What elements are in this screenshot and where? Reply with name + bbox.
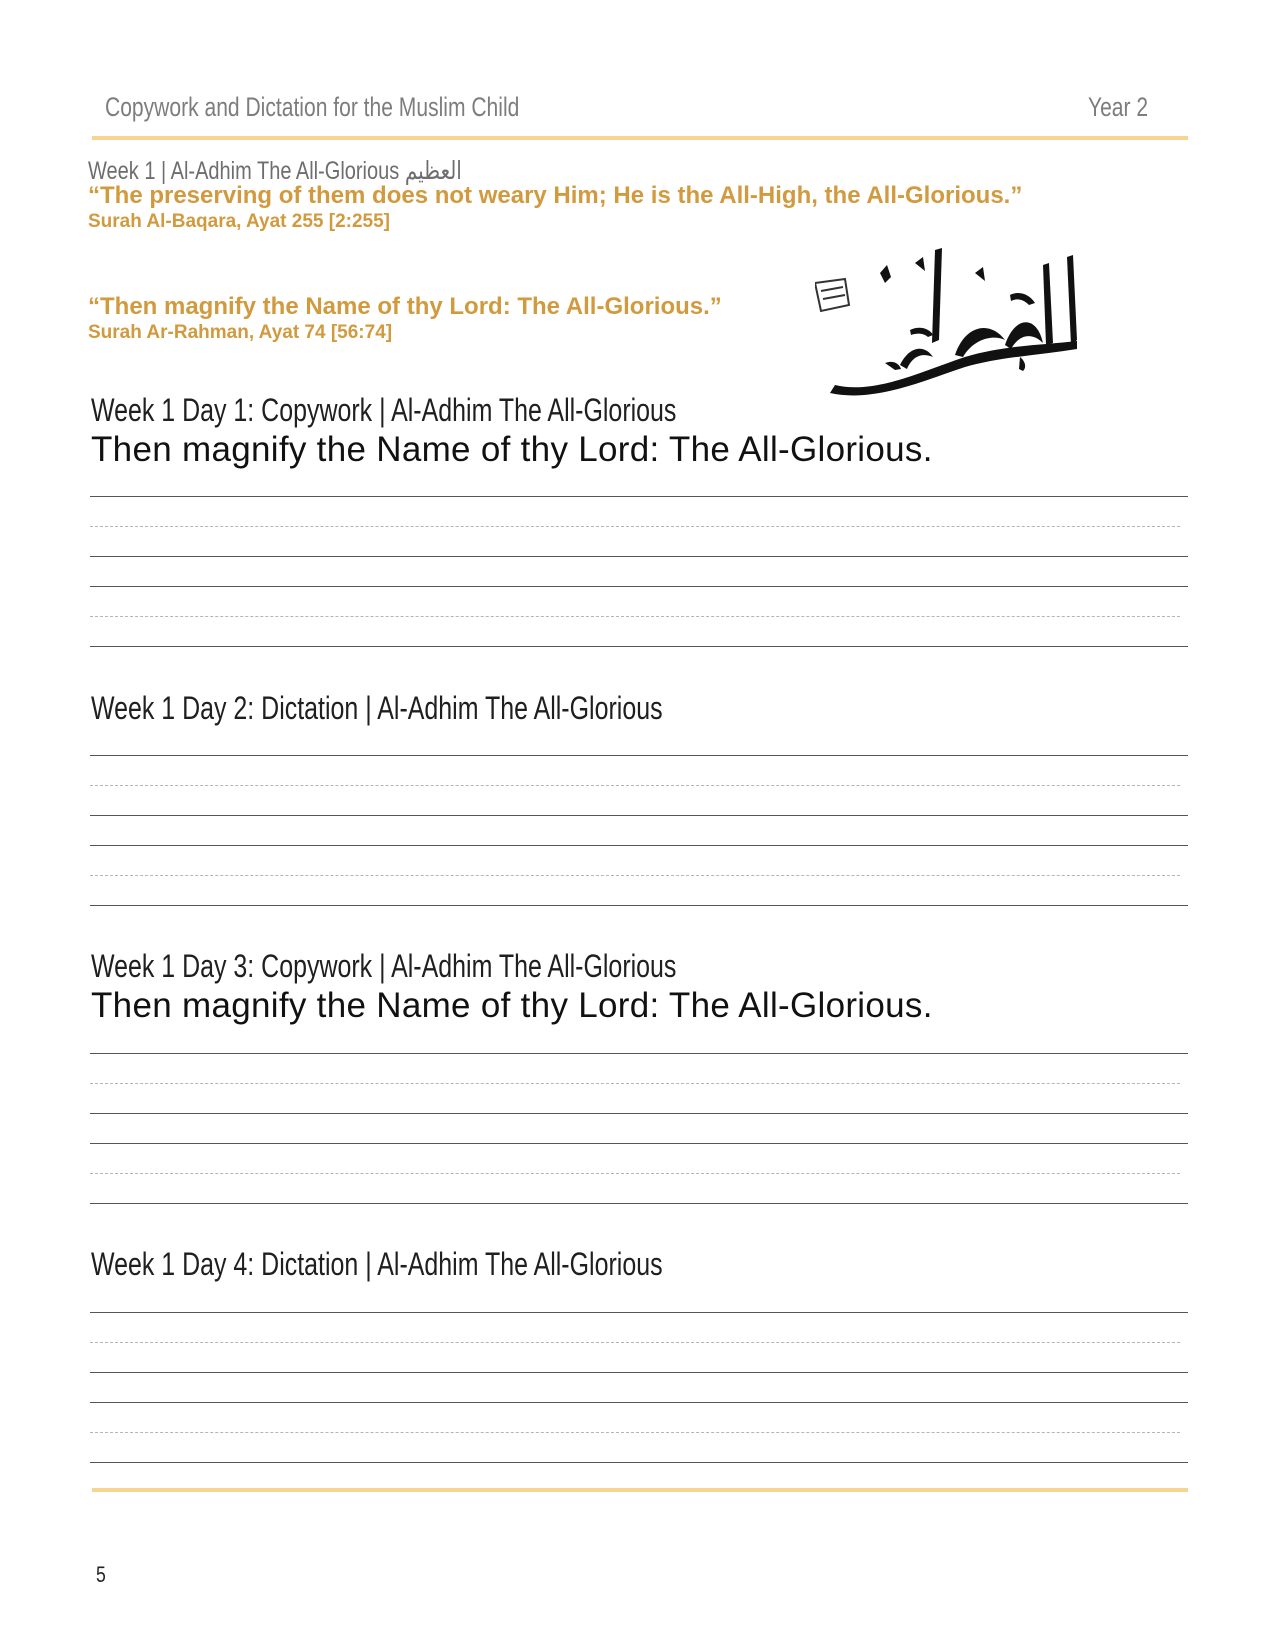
al-adhim-calligraphy-image — [815, 245, 1125, 410]
writing-line[interactable] — [90, 815, 1188, 816]
quote-1-text: “The preserving of them does not weary Him; He is the All-High, the All-Glorious.” — [88, 182, 1023, 209]
writing-line[interactable] — [90, 646, 1188, 647]
writing-guide-line — [90, 785, 1180, 786]
quote-1-reference: Surah Al-Baqara, Ayat 255 [2:255] — [88, 211, 391, 232]
writing-line[interactable] — [90, 905, 1188, 906]
header-year: Year 2 — [1087, 92, 1148, 122]
writing-line[interactable] — [90, 845, 1188, 846]
section-1-title: Week 1 Day 1: Copywork | Al-Adhim The All-Glorious — [91, 392, 677, 428]
writing-line[interactable] — [90, 1402, 1188, 1403]
quote-2-text: “Then magnify the Name of thy Lord: The All-Glorious.” — [88, 293, 722, 320]
week-title: Week 1 | Al-Adhim The All-Glorious العظيم — [88, 157, 462, 185]
writing-line[interactable] — [90, 1143, 1188, 1144]
section-1-copy-text: Then magnify the Name of thy Lord: The All-Glorious. — [91, 430, 933, 469]
section-3-title: Week 1 Day 3: Copywork | Al-Adhim The All-Glorious — [91, 948, 677, 984]
writing-line[interactable] — [90, 755, 1188, 756]
section-4-title: Week 1 Day 4: Dictation | Al-Adhim The All-Glorious — [91, 1246, 663, 1282]
writing-line[interactable] — [90, 1462, 1188, 1463]
section-3-copy-text: Then magnify the Name of thy Lord: The All-Glorious. — [91, 986, 933, 1025]
writing-guide-line — [90, 1083, 1180, 1084]
footer-rule — [92, 1488, 1188, 1492]
writing-guide-line — [90, 526, 1180, 527]
writing-line[interactable] — [90, 1372, 1188, 1373]
writing-line[interactable] — [90, 1203, 1188, 1204]
writing-line[interactable] — [90, 556, 1188, 557]
writing-guide-line — [90, 1173, 1180, 1174]
header-title: Copywork and Dictation for the Muslim Child — [105, 92, 520, 122]
writing-line[interactable] — [90, 496, 1188, 497]
page-number: 5 — [96, 1562, 106, 1587]
writing-guide-line — [90, 1432, 1180, 1433]
writing-guide-line — [90, 616, 1180, 617]
section-2-title: Week 1 Day 2: Dictation | Al-Adhim The All-Glorious — [91, 690, 663, 726]
writing-guide-line — [90, 1342, 1180, 1343]
writing-line[interactable] — [90, 1312, 1188, 1313]
writing-line[interactable] — [90, 586, 1188, 587]
writing-line[interactable] — [90, 1113, 1188, 1114]
writing-guide-line — [90, 875, 1180, 876]
writing-line[interactable] — [90, 1053, 1188, 1054]
calligraphy-svg — [815, 245, 1125, 410]
quote-2-reference: Surah Ar-Rahman, Ayat 74 [56:74] — [88, 322, 393, 343]
header-rule — [92, 136, 1188, 140]
